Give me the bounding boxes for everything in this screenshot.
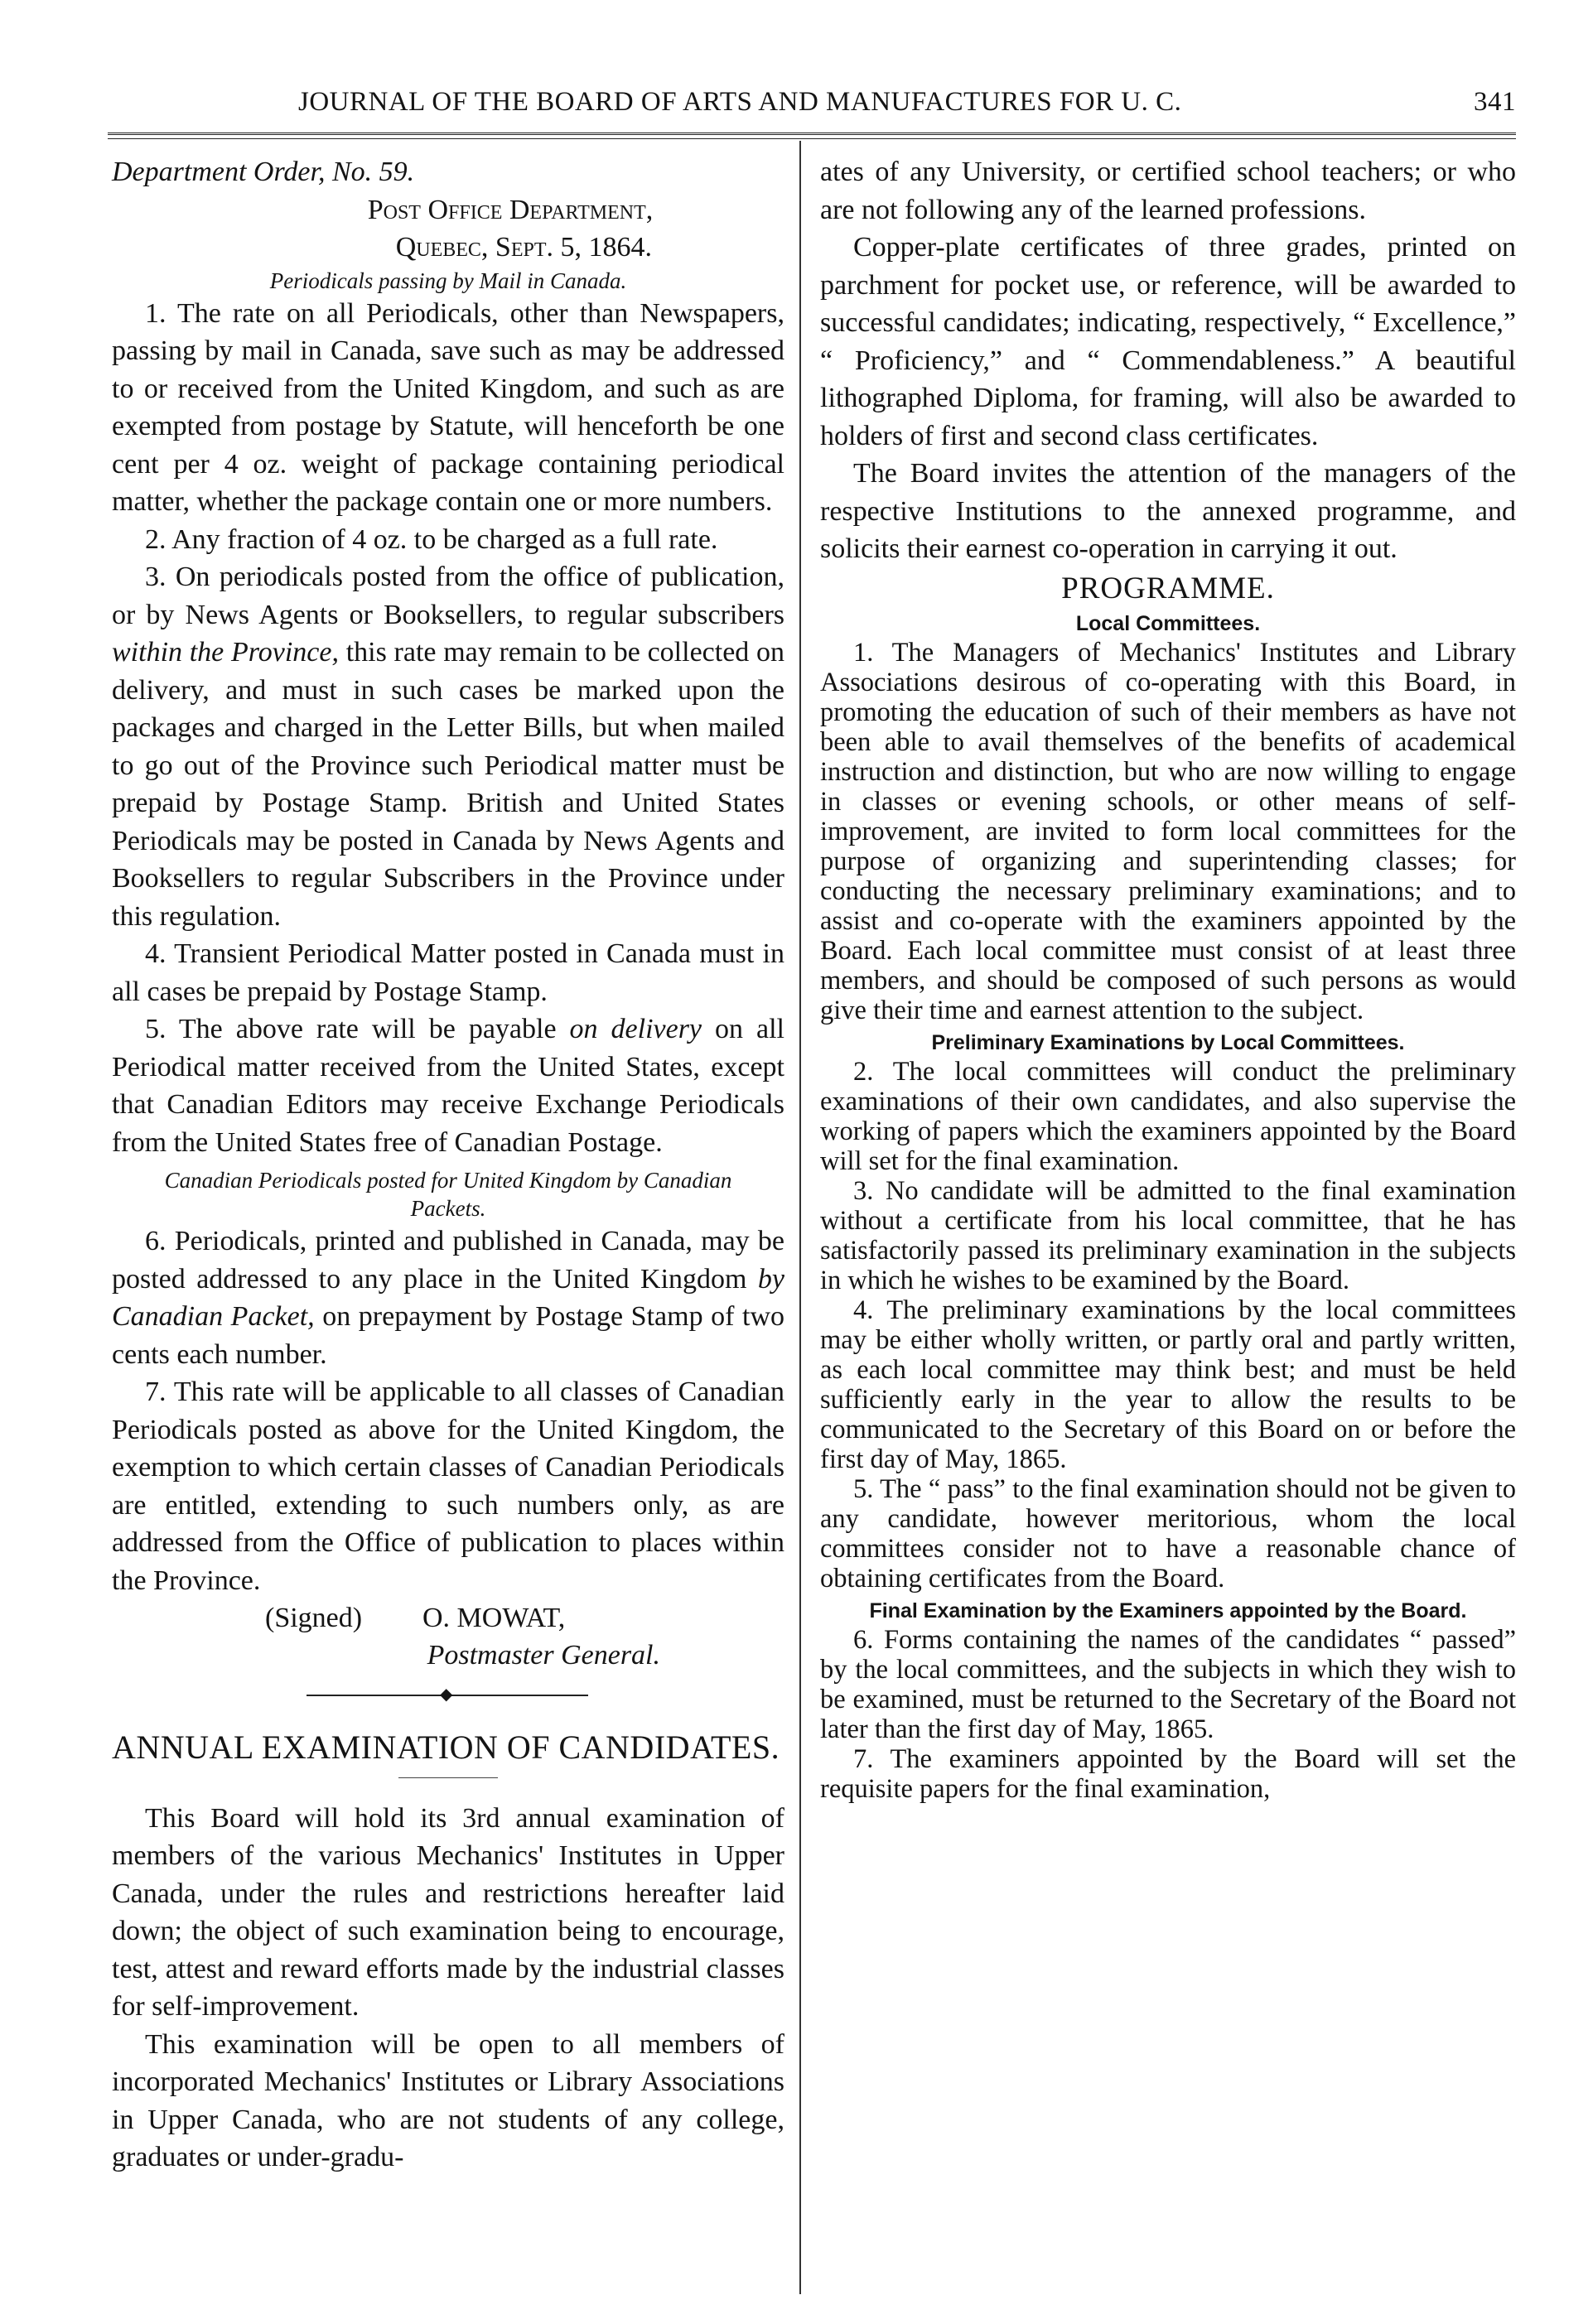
programme-rules — [820, 638, 1516, 1804]
annual-paragraph-4: The Board invites the attention of the managers of the respective Institutions to the annexed programme, and solicits their earnest co-operation in carrying it out. — [820, 458, 1516, 564]
programme-rule-4: 4. The preliminary examinations by the local committees may be either wholly written, or partly oral and partly written, as each local committee may think best; and must be held sufficiently early in the year to allow the results to be communicated to the Secretary of this Board on or before the first day of May, 1865. — [820, 1295, 1516, 1474]
rule-paragraph-1: 1. The rate on all Periodicals, other than Newspapers, passing by mail in Canada, save such as may be addressed to or received from the United Kingdom, and such as are exempted from postage by Statute, will henceforth be one cent per 4 oz. weight of package containing periodical matter, whether the package contain one or more numbers. — [112, 297, 784, 517]
signer-name: O. MOWAT, — [422, 1603, 566, 1633]
rule-paragraph-7: 7. This rate will be applicable to all classes of Canadian Periodicals posted as above for the United Kingdom, the exemption to which certain classes of Canadian Periodicals are entitled, extending to such numbers only, as are addressed from the Office of publication to places within the Province. — [112, 1377, 784, 1596]
right-column — [820, 153, 1516, 1804]
programme-rule-5: 5. The “ pass” to the final examination should not be given to any candidate, however meritorious, whom the local committees consider not to have a reasonable chance of obtaining certificates from the Board. — [820, 1473, 1516, 1594]
programme-rule-1: 1. The Managers of Mechanics' Institutes and Library Associations desirous of co-operating with this Board, in promoting the education of such of their members as have not been able to avail themselves of the benefits of academical instruction and distinction, but who are now willing to engage in classes or evening schools, or other means of self-improvement, are invited to form local committees for the purpose of organizing and superintending classes; for conducting the necessary preliminary examinations; and to assist and co-operate with the examiners appointed by the Board. Each local committee must consist of at least three members, and should be composed of such persons as would give their time and earnest attention to the subject. — [820, 637, 1516, 1025]
left-column — [112, 153, 784, 2177]
office-name: Post Office Department, — [367, 194, 654, 225]
journal-title: JOURNAL OF THE BOARD OF ARTS AND MANUFACTURES FOR U. C. — [298, 87, 1182, 117]
annual-paragraph-1: This Board will hold its 3rd annual examination of members of the various Mechanics' Institutes in Upper Canada, under the rules and restrictions hereafter laid down; the object of such examination being to encourage, test, attest and reward efforts made by the industrial classes for self-improvement. — [112, 1802, 784, 2022]
ornamental-rule — [112, 1675, 784, 1711]
page-number: 341 — [1474, 87, 1516, 117]
short-rule — [398, 1777, 498, 1778]
rule-paragraph-3 — [112, 558, 784, 935]
rule-3-text-a: 3. On periodicals posted from the office of publication, or by News Agents or Booksellers, to regular subscribers — [112, 562, 784, 630]
annual-paragraph-3: Copper-plate certificates of three grades, printed on parchment for pocket use, or reference, will be awarded to successful candidates; indicating, respectively, “ Excellence,” “ Proficiency,” and “ Commendableness.” A beautiful lithographed Diploma, for framing, will also be awarded to holders of first and second class certificates. — [820, 232, 1516, 451]
rule-5-text-a: 5. The above rate will be payable — [145, 1014, 557, 1044]
programme-rule-2: 2. The local committees will conduct the preliminary examinations of their own candidates, and also supervise the working of papers which the examiners appointed by the Board will set for the final examination. — [820, 1056, 1516, 1176]
subhead-final-examination: Final Examination by the Examiners appointed by the Board. — [869, 1598, 1467, 1622]
signed-label: (Signed) — [265, 1603, 363, 1633]
running-head — [108, 79, 1516, 128]
subhead-periodicals-by-mail: Periodicals passing by Mail in Canada. — [269, 268, 627, 293]
department-order-label: Department Order, No. 59. — [112, 157, 415, 187]
rule-paragraph-5 — [112, 1010, 784, 1161]
annual-paragraph-2: This examination will be open to all members of incorporated Mechanics' Institutes or Library Associations in Upper Canada, who are not students of any college, graduates or under-gradu- — [112, 2028, 784, 2172]
rule-6-text-b: on prepayment by Postage Stamp of two cents each number. — [112, 1301, 784, 1370]
rule-6-italic: by Canadian Packet, — [112, 1263, 784, 1332]
rule-3-italic: within the Province, — [112, 637, 339, 668]
signer-title: Postmaster General. — [427, 1640, 660, 1671]
programme-rule-7: 7. The examiners appointed by the Board will set the requisite papers for the final examination, — [820, 1743, 1516, 1804]
programme-rule-3: 3. No candidate will be admitted to the final examination without a certificate from his local committee, that he has satisfactorily passed its preliminary examination in the subjects in which he wishes to be examined by the Board. — [820, 1175, 1516, 1295]
place-date: Quebec, Sept. 5, 1864. — [395, 232, 652, 263]
header-rule — [108, 133, 1516, 139]
subhead-preliminary-examinations: Preliminary Examinations by Local Committees. — [931, 1030, 1405, 1054]
column-divider — [799, 141, 801, 2294]
rule-6-text-a: 6. Periodicals, printed and published in Canada, may be posted addressed to any place in the United Kingdom — [112, 1226, 784, 1295]
rule-5-italic: on delivery — [569, 1014, 702, 1044]
rule-paragraph-2: 2. Any fraction of 4 oz. to be charged as a full rate. — [145, 523, 718, 555]
section-title-annual-examination: ANNUAL EXAMINATION OF CANDIDATES. — [112, 1728, 780, 1766]
signature-line — [112, 1599, 784, 1637]
annual-paragraph-2-continued: ates of any University, or certified school teachers; or who are not following any of the learned professions. — [820, 157, 1516, 225]
programme-title: PROGRAMME. — [1061, 571, 1275, 605]
subhead-local-committees: Local Committees. — [1075, 611, 1261, 635]
diamond-ornament-icon: ◆ — [440, 1685, 453, 1704]
rule-paragraph-4: 4. Transient Periodical Matter posted in Canada must in all cases be prepaid by Postage Stamp. — [112, 938, 784, 1007]
rule-3-text-b: this rate may remain to be collected on delivery, and must in such cases be marked upon the packages and charged in the Letter Bills, but when mailed to go out of the Province such Periodical matter must be prepaid by Postage Stamp. British and United States Periodicals may be posted in Canada by News Agents and Booksellers to regular Subscribers in the Province under this regulation. — [112, 637, 785, 932]
rule-paragraph-6 — [112, 1222, 784, 1373]
rule-5-text-b: on all Periodical matter received from the United States, except that Canadian Editors may receive Exchange Periodicals from the United States free of Canadian Postage. — [112, 1014, 785, 1158]
subhead-canadian-packets: Canadian Periodicals posted for United Kingdom by Canadian Packets. — [164, 1168, 732, 1221]
programme-rule-6: 6. Forms containing the names of the candidates “ passed” by the local committees, and the subjects in which they wish to be examined, must be returned to the Secretary of the Board not later than the first day of May, 1865. — [820, 1624, 1516, 1744]
